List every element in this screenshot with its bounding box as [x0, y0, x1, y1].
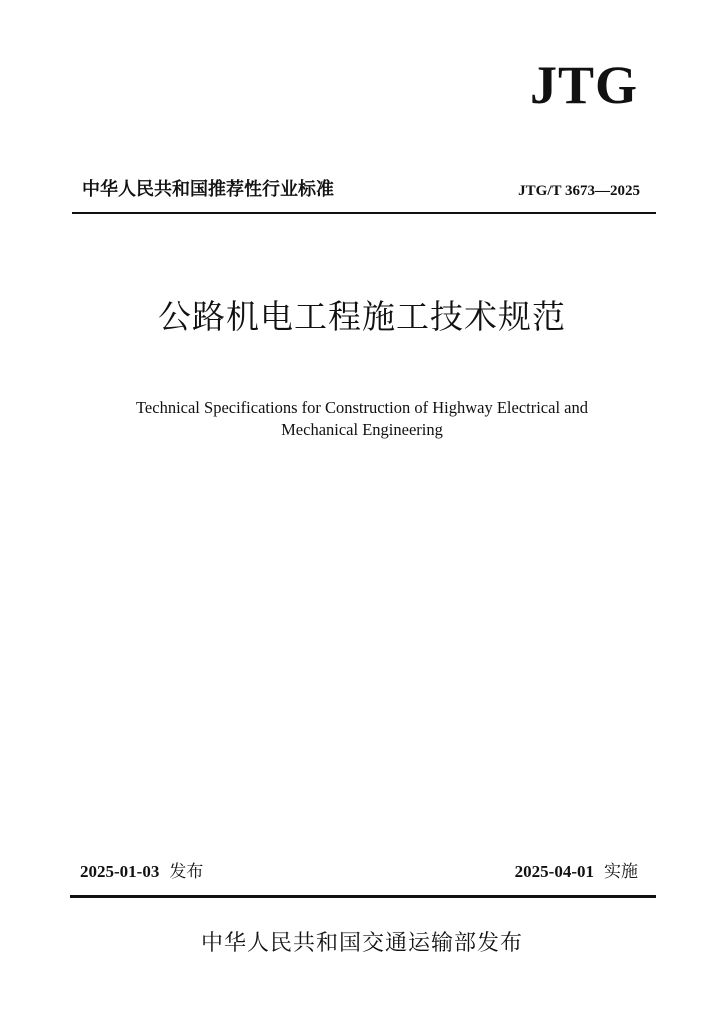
implementation-date-block — [515, 859, 638, 886]
issue-date-block — [80, 859, 203, 886]
standard-code: JTG/T 3673—2025 — [518, 183, 640, 199]
standard-category: 中华人民共和国推荐性行业标准 — [82, 179, 334, 200]
issuing-authority: 中华人民共和国交通运输部发布 — [200, 931, 523, 956]
english-title-line-2: Mechanical Engineering — [281, 420, 443, 439]
implementation-label: 实施 — [604, 862, 638, 882]
chinese-title: 公路机电工程施工技术规范 — [158, 297, 566, 336]
top-divider — [72, 212, 656, 214]
jtg-logo: JTG — [529, 55, 638, 115]
implementation-date: 2025-04-01 — [514, 862, 594, 881]
standard-header — [72, 178, 652, 202]
issue-date: 2025-01-03 — [80, 862, 160, 881]
english-title — [100, 397, 624, 441]
english-title-line-1: Technical Specifications for Construction of Highway Electrical and — [136, 398, 588, 417]
issue-label: 发布 — [169, 862, 204, 882]
date-row — [72, 859, 652, 885]
bottom-divider — [70, 895, 656, 898]
